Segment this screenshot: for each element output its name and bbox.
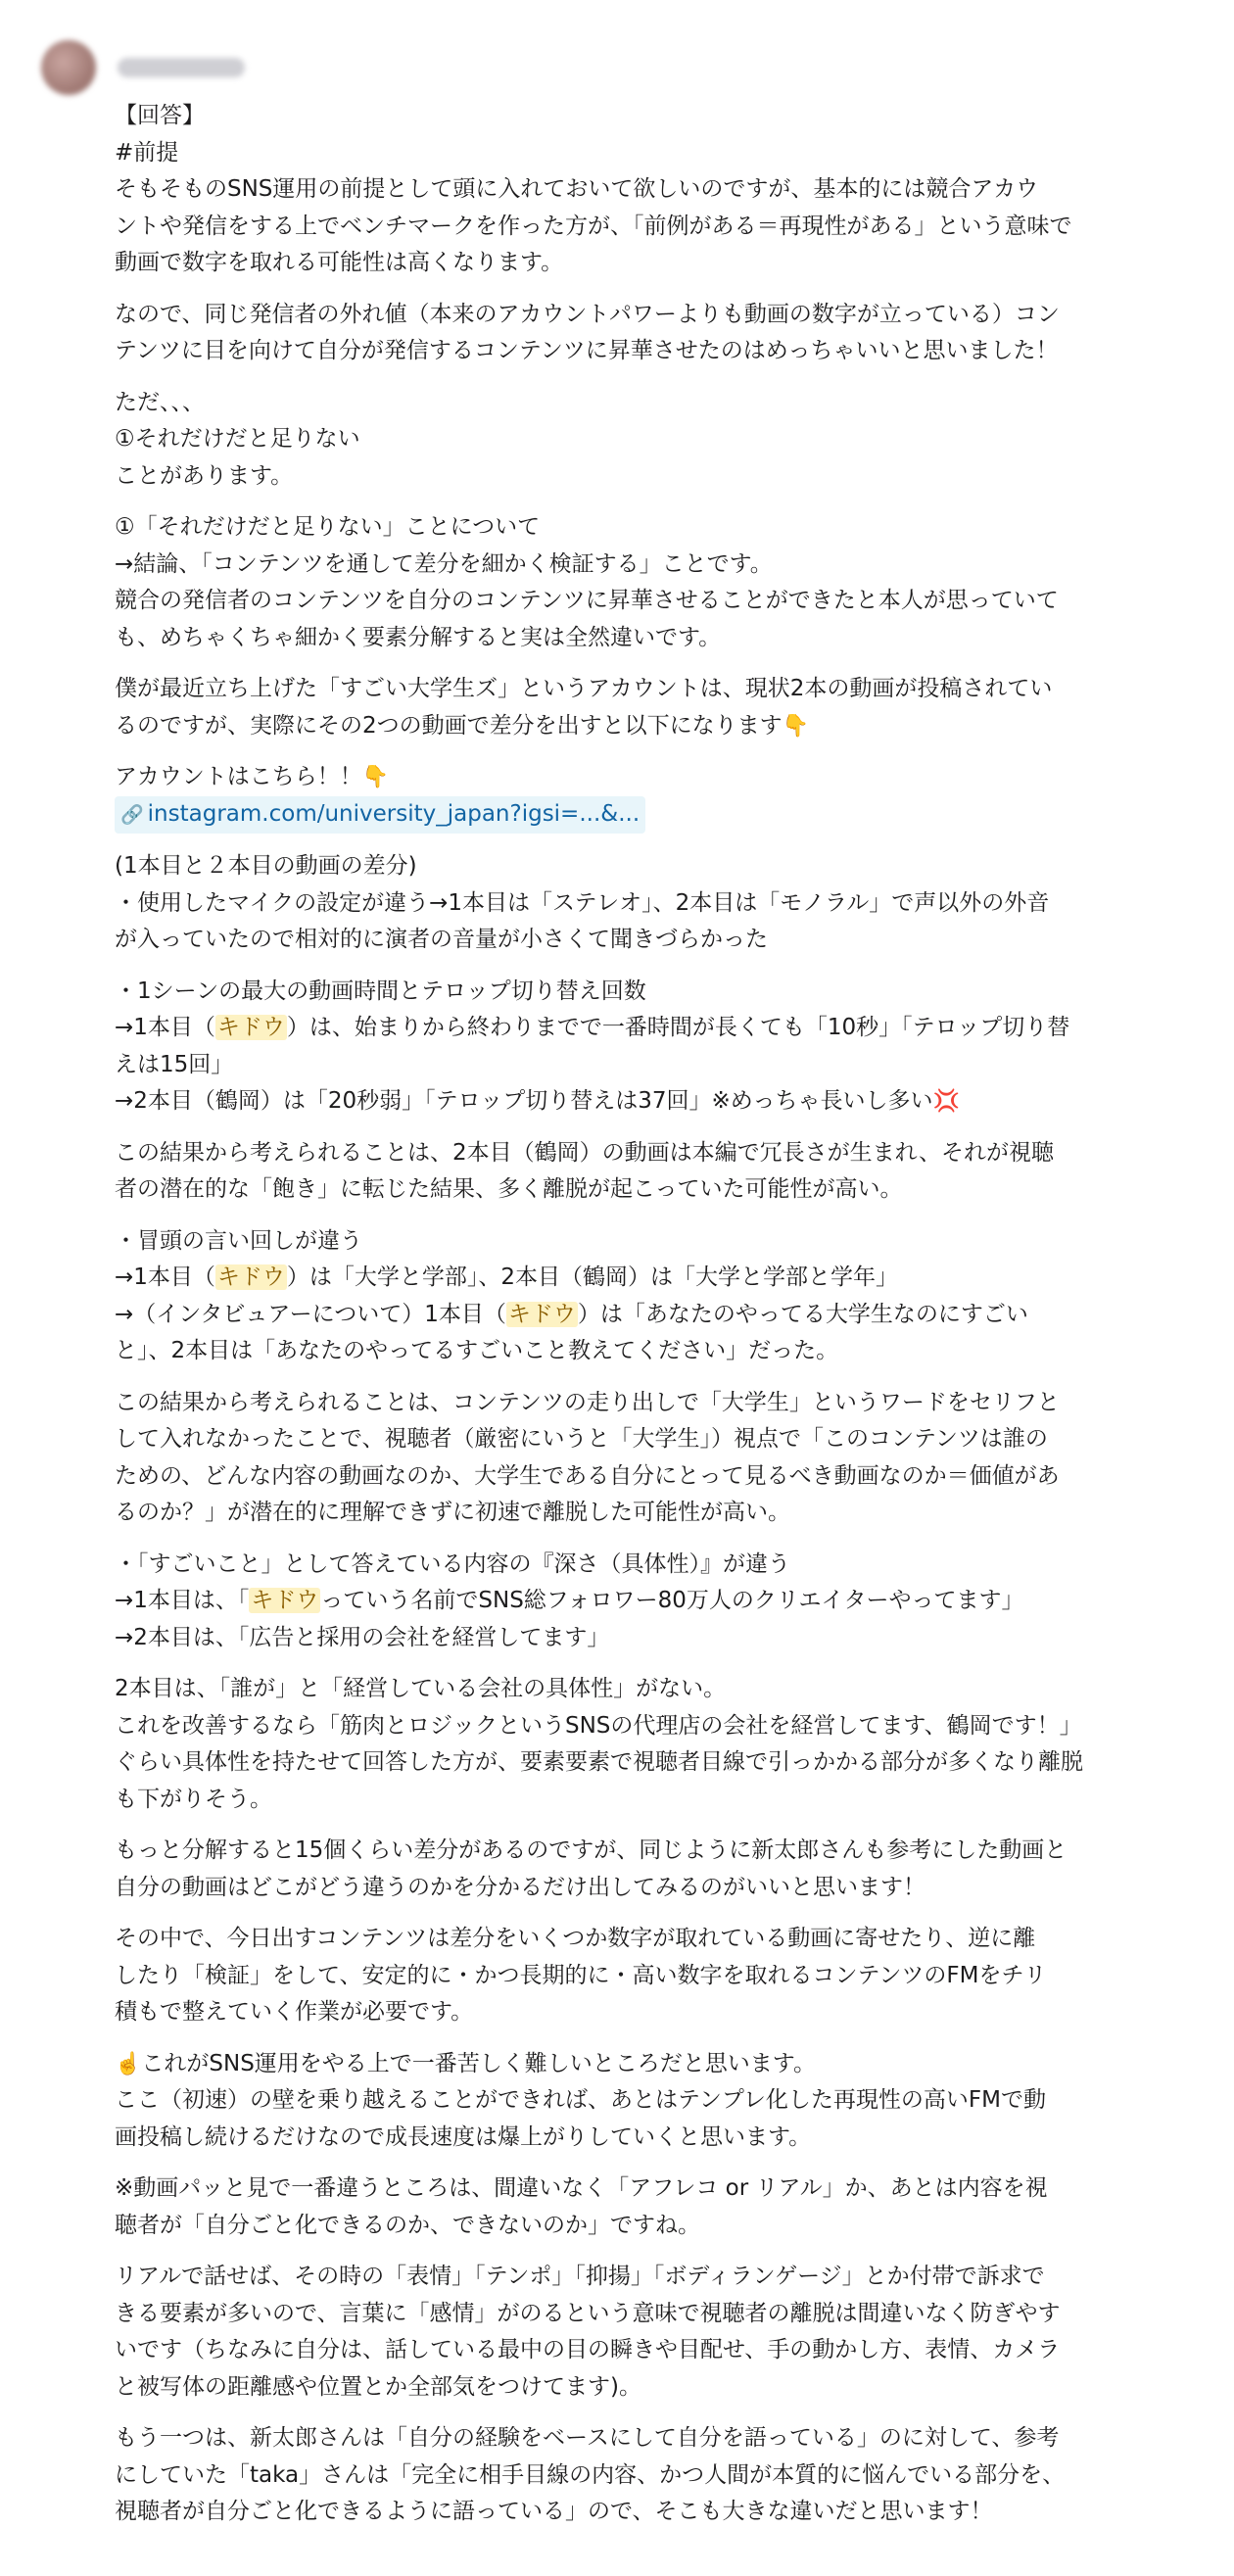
text-line: これがSNS運用をやる上で一番苦しく難しいところだと思います。 — [141, 2050, 816, 2076]
text-line: 者の潜在的な「飽き」に転じた結果、多く離脱が起こっていた可能性が高い。 — [115, 1176, 903, 1202]
point-down-icon: 👇 — [782, 713, 810, 739]
text-line: リアルで話せば、その時の「表情」「テンポ」「抑揚」「ボディランゲージ」とか付帯で訴求で — [115, 2264, 1045, 2289]
message-paragraph — [115, 98, 1197, 282]
message-paragraph — [115, 1671, 1197, 1818]
message-paragraph — [115, 385, 1197, 496]
message-paragraph — [115, 974, 1197, 1121]
text-line: ントや発信をする上でベンチマークを作った方が、「前例がある＝再現性がある」という意味で — [115, 213, 1072, 239]
text-line: なので、同じ発信者の外れ値（本来のアカウントパワーよりも動画の数字が立っている）コン — [115, 301, 1060, 327]
anger-icon: 💢 — [932, 1089, 960, 1114]
link-icon: 🔗 — [120, 803, 144, 826]
message-paragraph — [115, 1385, 1197, 1532]
text-line: →2本目は、「広告と採用の会社を経営してます」 — [115, 1624, 610, 1650]
instagram-link[interactable] — [115, 796, 645, 835]
text-line: 2本目は、「誰が」と「経営している会社の具体性」がない。 — [115, 1676, 727, 1701]
text-line: →結論、「コンテンツを通して差分を細かく検証する」ことです。 — [115, 550, 773, 577]
keyword-highlight: キドウ — [216, 1015, 285, 1040]
message-paragraph — [115, 671, 1197, 744]
text-line: テンツに目を向けて自分が発信するコンテンツに昇華させたのはめっちゃいいと思いました！ — [115, 338, 1059, 363]
text-line: →1本目（ — [115, 1264, 215, 1290]
text-line: ・冒頭の言い回しが違う — [115, 1227, 362, 1254]
text-line: ・「すごいこと」として答えている内容の『深さ（具体性）』が違う — [115, 1550, 790, 1577]
text-line: 競合の発信者のコンテンツを自分のコンテンツに昇華させることができたと本人が思っていて — [115, 588, 1059, 613]
avatar[interactable] — [41, 40, 96, 95]
message-paragraph — [115, 2420, 1197, 2531]
text-line: にしていた「taka」さんは「完全に相手目線の内容、かつ人間が本質的に悩んでいる部分を、 — [115, 2461, 1066, 2488]
message-header — [41, 37, 245, 98]
text-line: したり「検証」をして、安定的に・かつ長期的に・高い数字を取れるコンテンツのFMをチリ — [115, 1962, 1047, 1988]
text-line: いです（ちなみに自分は、話している最中の目の瞬きや目配せ、手の動かし方、表情、カメラ — [115, 2337, 1061, 2362]
text-line: 画投稿し続けるだけなので成長速度は爆上がりしていくと思います。 — [115, 2123, 812, 2150]
text-line: その中で、今日出すコンテンツは差分をいくつか数字が取れている動画に寄せたり、逆に離 — [115, 1926, 1036, 1951]
text-line: ①それだけだと足りない — [115, 426, 360, 452]
message-paragraph — [115, 2171, 1197, 2244]
point-up-icon: ☝️ — [115, 2051, 142, 2076]
point-down-icon: 👇 — [361, 765, 390, 789]
keyword-highlight: キドウ — [216, 1264, 285, 1290]
text-line: もっと分解すると15個くらい差分があるのですが、同じように新太郎さんも参考にした動画と — [115, 1837, 1068, 1863]
text-line: ぐらい具体性を持たせて回答した方が、要素要素で視聴者目線で引っかかる部分が多くなり離脱 — [115, 1749, 1083, 1775]
text-line: #前提 — [115, 139, 179, 166]
text-line: ・使用したマイクの設定が違う→1本目は「ステレオ」、2本目は「モノラル」で声以外の外音 — [115, 889, 1050, 916]
text-line: この結果から考えられることは、コンテンツの走り出しで「大学生」というワードをセリフと — [115, 1389, 1060, 1415]
text-line: と被写体の距離感や位置とか全部気をつけてます)。 — [115, 2373, 641, 2400]
text-line: →（インタビュアーについて）1本目（ — [115, 1301, 506, 1327]
text-line: →1本目（ — [115, 1015, 215, 1040]
text-line: して入れなかったことで、視聴者（厳密にいうと「大学生」）視点で「このコンテンツは誰の — [115, 1426, 1048, 1452]
message-paragraph — [115, 2046, 1197, 2157]
text-line: っていう名前でSNS総フォロワー80万人のクリエイターやってます」 — [320, 1588, 1024, 1613]
text-line: ための、どんな内容の動画なのか、大学生である自分にとって見るべき動画なのか＝価値があ — [115, 1462, 1060, 1489]
text-line: →1本目は、「 — [115, 1588, 250, 1613]
message-paragraph — [115, 1223, 1197, 1370]
text-line: るのですが、実際にその2つの動画で差分を出すと以下になります — [115, 712, 783, 739]
message-paragraph — [115, 1547, 1197, 1657]
keyword-highlight: キドウ — [251, 1588, 319, 1613]
text-line: きる要素が多いので、言葉に「感情」がのるという意味で視聴者の離脱は間違いなく防ぎやす — [115, 2300, 1061, 2326]
text-line: 聴者が「自分ごと化できるのか、できないのか」ですね。 — [115, 2212, 700, 2238]
message-paragraph — [115, 297, 1197, 370]
heading-answer: 【回答】 — [115, 103, 205, 128]
text-line: アカウントはこちら！！ — [115, 764, 362, 789]
text-line: ）は「あなたのやってる大学生なのにすごい — [577, 1301, 1028, 1327]
text-line: ※動画パッと見で一番違うところは、間違いなく「アフレコ or リアル」か、あとは内容を視 — [115, 2175, 1048, 2201]
message-paragraph — [115, 1135, 1197, 1209]
message-body — [115, 98, 1197, 2546]
text-line: (1本目と２本目の動画の差分) — [115, 853, 417, 879]
text-line: 僕が最近立ち上げた「すごい大学生ズ」というアカウントは、現状2本の動画が投稿されてい — [115, 676, 1053, 701]
text-line: 視聴者が自分ごと化できるように語っている」ので、そこも大きな違いだと思います！ — [115, 2499, 993, 2524]
message-paragraph — [115, 848, 1197, 959]
text-line: るのか？」が潜在的に理解できずに初速で離脱した可能性が高い。 — [115, 1500, 790, 1525]
text-line: →2本目（鶴岡）は「20秒弱」「テロップ切り替えは37回」※めっちゃ長いし多い — [115, 1088, 933, 1114]
text-line: えは15回」 — [115, 1051, 234, 1077]
text-line: 積もで整えていく作業が必要です。 — [115, 1999, 474, 2025]
message-paragraph — [115, 759, 1197, 834]
text-line: ただ、、、 — [115, 389, 205, 415]
text-line: この結果から考えられることは、2本目（鶴岡）の動画は本編で冗長さが生まれ、それが視聴 — [115, 1139, 1055, 1166]
text-line: が入っていたので相対的に演者の音量が小さくて聞きづらかった — [115, 927, 768, 952]
text-line: ）は「大学と学部」、2本目（鶴岡）は「大学と学部と学年」 — [286, 1264, 899, 1290]
message-paragraph — [115, 509, 1197, 656]
text-line: もう一つは、新太郎さんは「自分の経験をベースにして自分を語っている」のに対して、参考 — [115, 2425, 1060, 2451]
text-line: ことがあります。 — [115, 462, 294, 489]
keyword-highlight: キドウ — [507, 1301, 576, 1327]
message-paragraph — [115, 1833, 1197, 1906]
message-paragraph — [115, 1921, 1197, 2031]
text-line: も下がりそう。 — [115, 1786, 272, 1812]
text-line: と」、2本目は「あなたのやってるすごいこと教えてください」だった。 — [115, 1338, 839, 1363]
text-line: ）は、始まりから終わりまでで一番時間が長くても「10秒」「テロップ切り替 — [286, 1015, 1070, 1040]
text-line: も、めちゃくちゃ細かく要素分解すると実は全然違いです。 — [115, 624, 722, 650]
message-paragraph — [115, 2259, 1197, 2406]
text-line: 動画で数字を取れる可能性は高くなります。 — [115, 250, 564, 275]
text-line: ・1シーンの最大の動画時間とテロップ切り替え回数 — [115, 978, 646, 1004]
text-line: 自分の動画はどこがどう違うのかを分かるだけ出してみるのがいいと思います！ — [115, 1874, 926, 1900]
text-line: ①「それだけだと足りない」ことについて — [115, 514, 541, 540]
username-blurred[interactable] — [118, 58, 245, 77]
text-line: ここ（初速）の壁を乗り越えることができれば、あとはテンプレ化した再現性の高いFMで動 — [115, 2087, 1047, 2113]
text-line: そもそものSNS運用の前提として頭に入れておいて欲しいのですが、基本的には競合アカウ — [115, 176, 1039, 202]
link-text[interactable]: instagram.com/university_japan?igsi=...&... — [147, 800, 641, 827]
text-line: これを改善するなら「筋肉とロジックというSNSの代理店の会社を経営してます、鶴岡です！」 — [115, 1712, 1082, 1739]
